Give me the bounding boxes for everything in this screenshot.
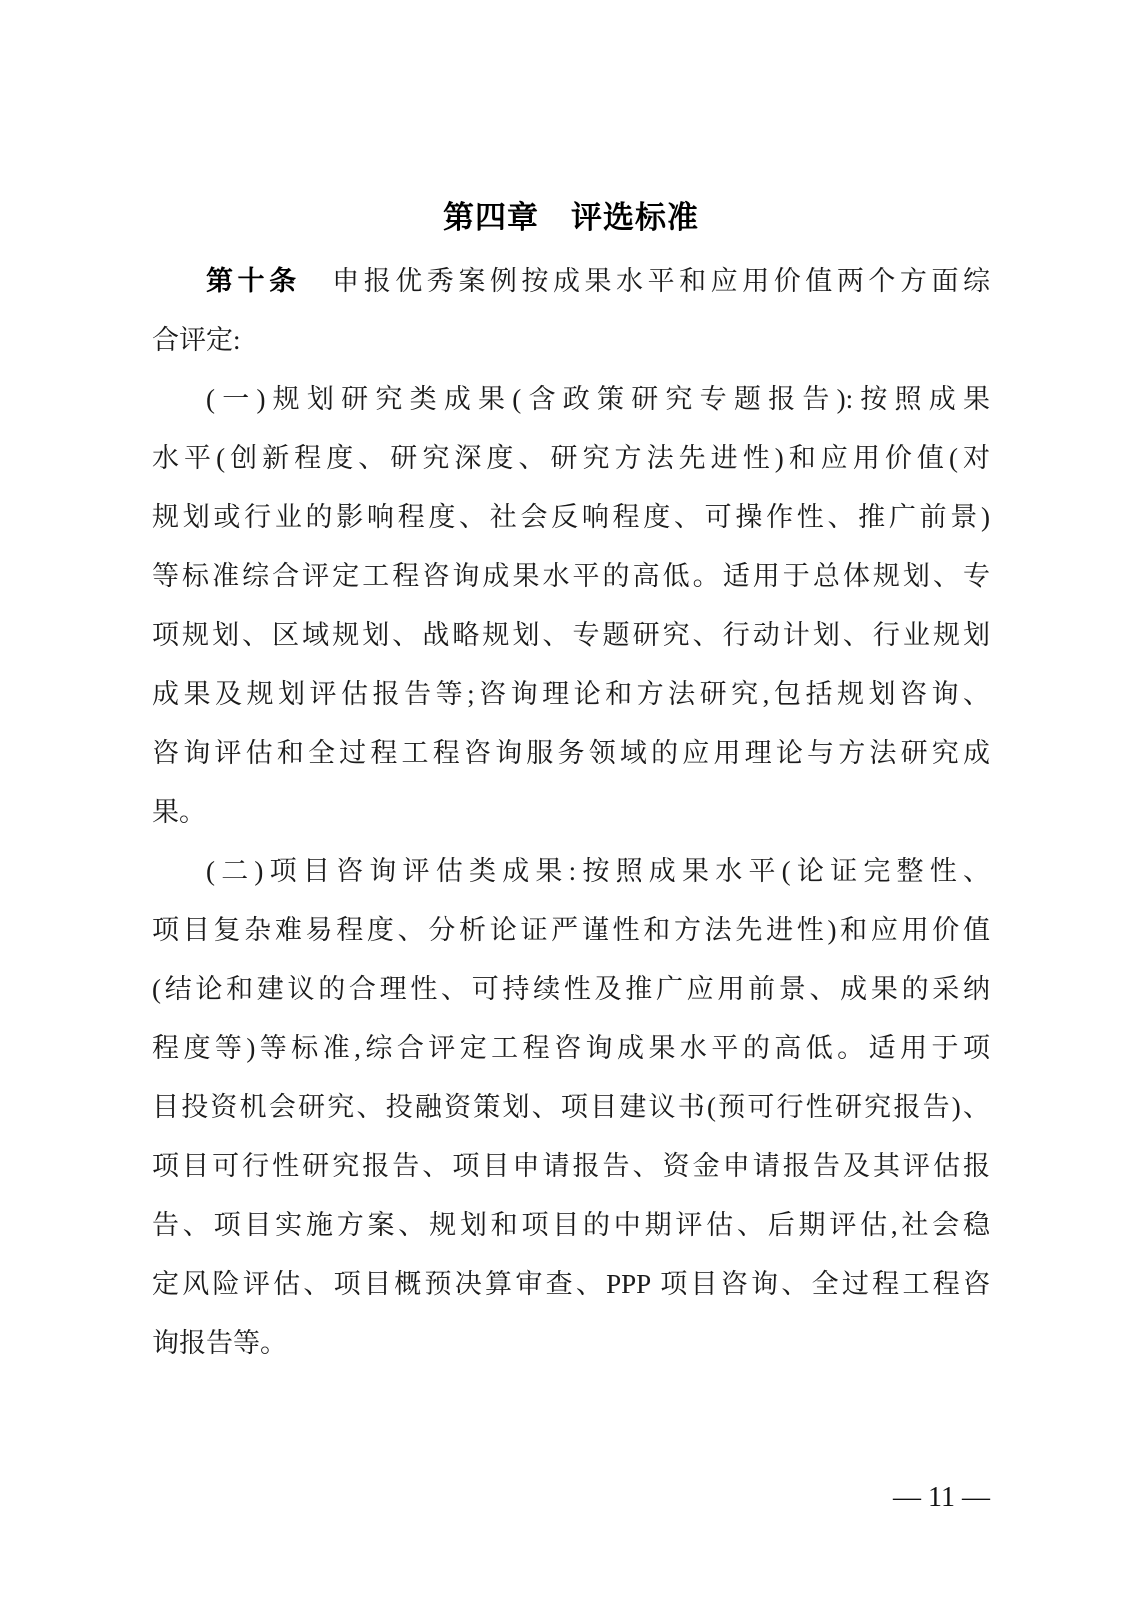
- article-first-line: [152, 252, 990, 311]
- article-body: [152, 252, 990, 1373]
- item2-line: 项目复杂难易程度、分析论证严谨性和方法先进性)和应用价值: [152, 915, 990, 945]
- chapter-heading: 第四章 评选标准: [443, 200, 699, 236]
- item1-line: (一)规划研究类成果(含政策研究专题报告):按照成果: [206, 384, 990, 414]
- item2-line: 询报告等。: [152, 1328, 287, 1358]
- item1-line: 规划或行业的影响程度、社会反响程度、可操作性、推广前景): [152, 502, 990, 532]
- item2-line: 告、项目实施方案、规划和项目的中期评估、后期评估,社会稳: [152, 1210, 990, 1240]
- item1-line: 咨询评估和全过程工程咨询服务领域的应用理论与方法研究成: [152, 738, 990, 768]
- item2-line: (二)项目咨询评估类成果:按照成果水平(论证完整性、: [206, 856, 990, 886]
- text-line: 合评定:: [152, 325, 241, 355]
- item1-line: 成果及规划评估报告等;咨询理论和方法研究,包括规划咨询、: [152, 679, 990, 709]
- item1-line: 等标准综合评定工程咨询成果水平的高低。适用于总体规划、专: [152, 561, 990, 591]
- item1-line: 水平(创新程度、研究深度、研究方法先进性)和应用价值(对: [152, 443, 990, 473]
- item2-line: 目投资机会研究、投融资策划、项目建议书(预可行性研究报告)、: [152, 1092, 990, 1122]
- item2-line: 程度等)等标准,综合评定工程咨询成果水平的高低。适用于项: [152, 1033, 990, 1063]
- item2-line: 项目可行性研究报告、项目申请报告、资金申请报告及其评估报: [152, 1151, 990, 1181]
- page-number: — 11 —: [893, 1482, 990, 1513]
- item1-line: 项规划、区域规划、战略规划、专题研究、行动计划、行业规划: [152, 620, 990, 650]
- item2-line: 定风险评估、项目概预决算审查、PPP 项目咨询、全过程工程咨: [152, 1269, 990, 1299]
- article-intro-text: 申报优秀案例按成果水平和应用价值两个方面综: [300, 266, 990, 296]
- article-number: 第十条: [206, 266, 301, 296]
- item2-line: (结论和建议的合理性、可持续性及推广应用前景、成果的采纳: [152, 974, 990, 1004]
- item1-line: 果。: [152, 797, 206, 827]
- page-footer: [152, 1482, 990, 1514]
